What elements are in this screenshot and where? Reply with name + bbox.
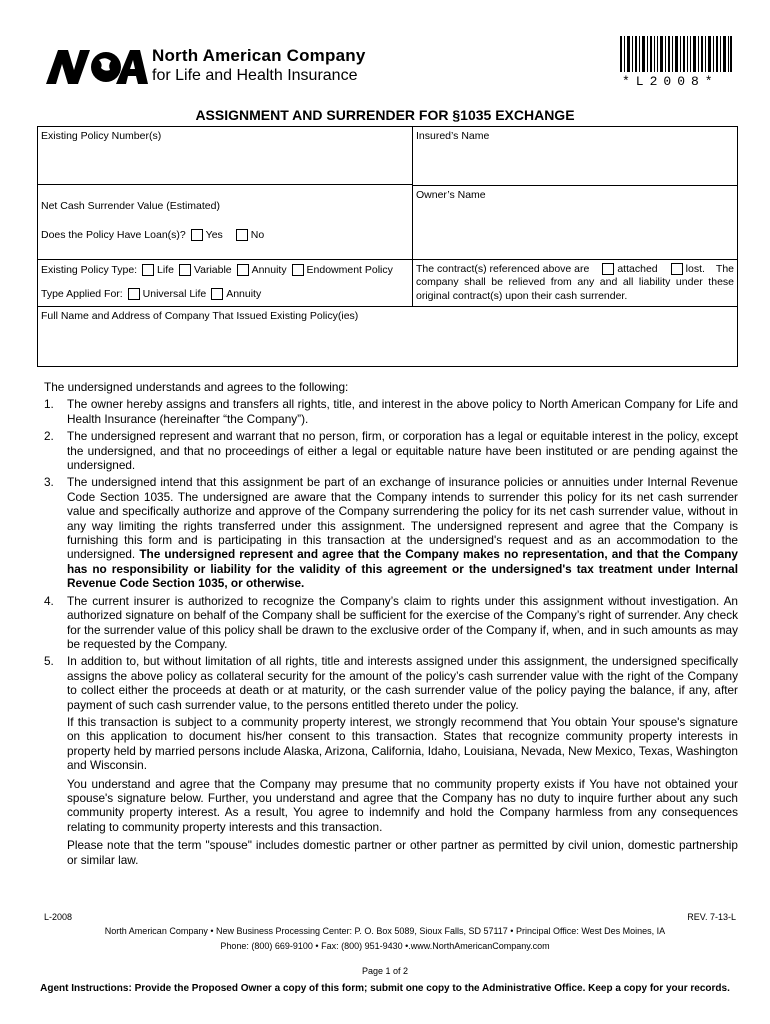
item-4-text: The current insurer is authorized to recognize the Company’s claim to rights under this assignment without investigation. An authorized signature on behalf of the Company shall be sufficient for the exercise of the Company’s right of surrender. Any check for the surrender value of this policy shall be drawn to the exclusive order of the Company if, when, and in such amounts as may be requested by the Company. — [67, 593, 738, 651]
type-life-label: Life — [157, 263, 174, 276]
spouse-definition-paragraph: Please note that the term "spouse" includes domestic partner or other partner as permitted by civil union, domestic partnership or similar law. — [67, 838, 738, 867]
page-number: Page 1 of 2 — [361, 966, 409, 976]
footer-contact: Phone: (800) 669-9100 • Fax: (800) 951-9430 •.www.NorthAmericanCompany.com — [220, 941, 550, 951]
loans-question: Does the Policy Have Loan(s)? — [41, 229, 186, 241]
type-variable-checkbox[interactable] — [179, 264, 191, 276]
type-applied-label: Type Applied For: — [41, 287, 123, 300]
company-subtitle: for Life and Health Insurance — [152, 67, 358, 84]
agreement-item-3: 3. The undersigned intend that this assignment be part of an exchange of insurance policies or annuities under Internal Revenue Code Section 1035. The undersigned are aware that the Company intends to surrender this policy for its net cash surrender value and specifically authorize and approve of the Company surrendering the policy for its net cash surrender value, without in any way limiting the rights transferred under this assignment. The undersigned represent and agree that the Company is furnishing this form and is participating in this transaction at the undersigned's request and as an accommodation to the undersigned. The undersigned represent and agree that the Company makes no representation, and that the Company has no responsibility or liability for the validity of this agreement or the undersigned's tax treatment under Internal Revenue Code Section 1035, or otherwise. — [44, 475, 738, 591]
barcode — [620, 36, 732, 72]
applied-universal-life-checkbox[interactable] — [128, 288, 140, 300]
contracts-text-1: The contract(s) referenced above are — [416, 262, 590, 275]
type-annuity-checkbox[interactable] — [237, 264, 249, 276]
footer-address: North American Company • New Business Processing Center: P. O. Box 5089, Sioux Falls, SD 57117 • Principal Office: West Des Moines, IA — [104, 926, 666, 936]
form-id: L-2008 — [44, 912, 73, 922]
form-title: ASSIGNMENT AND SURRENDER FOR §1035 EXCHANGE — [195, 107, 575, 123]
existing-policy-numbers-label: Existing Policy Number(s) — [41, 130, 162, 142]
agreement-item-4: 4. The current insurer is authorized to recognize the Company’s claim to rights under this assignment without investigation. An authorized signature on behalf of the Company shall be sufficient for the exercise of the Company’s right of surrender. Any check for the surrender value of this policy shall be drawn to the exclusive order of the Company if, when, and in such amounts as may be requested by the Company. — [44, 593, 738, 651]
loans-yes-label: Yes — [205, 229, 223, 241]
agreement-item-5: 5. In addition to, but without limitation of all rights, title and interests assigned under this assignment, the undersigned specifically assigns the above policy as collateral security for the amount of the policy’s cash surrender value with the right of the Company to collect either the proceeds at death or at maturity, or the cash surrender value of the policy paying the balance, if any, after payment of such cash surrender value, to the persons entitled thereto under the policy. — [44, 654, 738, 712]
type-life-checkbox[interactable] — [142, 264, 154, 276]
community-property-paragraph: If this transaction is subject to a community property interest, we strongly recommend that You obtain Your spouse's signature on this application to document his/her consent to this transaction. States that recognize community property interests in property held by married persons include Alaska, Arizona, California, Idaho, Louisiana, Nevada, New Mexico, Texas, Washington and Wisconsin. — [67, 714, 738, 773]
item-5-text: In addition to, but without limitation of all rights, title and interests assigned under this assignment, the undersigned specifically assigns the above policy as collateral security for the amount of the policy’s cash surrender value with the right of the Company to collect either the proceeds at death or at maturity, or the cash surrender value of the policy paying the balance, if any, after payment of such cash surrender value, to the persons entitled thereto under the policy. — [67, 654, 738, 712]
item-1-text: The owner hereby assigns and transfers all rights, title, and interest in the above policy to North American Company for Life and Health Insurance (hereinafter “the Company”). — [67, 397, 738, 426]
net-cash-loans-cell — [38, 185, 413, 259]
agreement-body — [44, 380, 738, 871]
item-3-text: The undersigned intend that this assignment be part of an exchange of insurance policies or annuities under Internal Revenue Code Section 1035. The undersigned are aware that the Company intends to surrender this policy for its net cash surrender value and specifically authorize and approve of the Company surrendering the policy for its net cash surrender value, without in any way limiting the rights transferred under this assignment. The undersigned represent and agree that the Company is furnishing this form and is participating in this transaction at the undersigned's request and as an accommodation to the undersigned. — [67, 475, 738, 562]
contracts-attached-checkbox[interactable] — [602, 263, 614, 275]
contracts-lost-label: lost. — [685, 262, 705, 275]
company-name: North American Company — [152, 46, 366, 65]
loans-no-label: No — [250, 229, 265, 241]
company-logo — [44, 48, 150, 86]
applied-annuity-label: Annuity — [226, 287, 262, 300]
policy-type-label: Existing Policy Type: — [41, 263, 138, 276]
owner-name-label: Owner’s Name — [416, 188, 486, 201]
loans-no-checkbox[interactable] — [236, 229, 248, 241]
loans-yes-checkbox[interactable] — [191, 229, 203, 241]
agreement-intro: The undersigned understands and agrees to the following: — [44, 380, 349, 394]
item-3-bold-text: The undersigned represent and agree that the Company makes no representation, and that the Company has no responsibility or liability for the validity of this agreement or the undersigned's tax treatment under Internal Revenue Code Section 1035, or otherwise. — [67, 547, 738, 591]
type-variable-label: Variable — [193, 263, 232, 276]
item-2-text: The undersigned represent and warrant that no person, firm, or corporation has a legal or equitable interest in the policy, except the undersigned, and that no proceedings of either a legal or equitable nature have been instituted or are pending against the undersigned. — [67, 429, 738, 473]
applied-universal-life-label: Universal Life — [142, 287, 207, 300]
presume-paragraph: You understand and agree that the Company may presume that no community property exists if You have not obtained your spouse's signature below. Further, you understand and agree that the Company has no duty to inquire further about any such community property interest. As a result, You agree to indemnify and hold the Company harmless from any consequences relating to community property interests and this transaction. — [67, 776, 738, 834]
agreement-item-2: 2. The undersigned represent and warrant that no person, firm, or corporation has a legal or equitable interest in the policy, except the undersigned, and that no proceedings of either a legal or equitable nature have been instituted or are pending against the undersigned. — [44, 429, 738, 473]
issuing-company-field[interactable] — [38, 307, 738, 367]
issuing-company-label: Full Name and Address of Company That Issued Existing Policy(ies) — [41, 310, 359, 322]
applied-annuity-checkbox[interactable] — [211, 288, 223, 300]
agent-instructions: Agent Instructions: Provide the Proposed Owner a copy of this form; submit one copy to the Administrative Office. Keep a copy for your records. — [40, 983, 730, 994]
contracts-status-cell — [413, 259, 738, 307]
policy-info-grid — [37, 126, 738, 367]
type-endowment-label: Endowment Policy — [306, 263, 393, 276]
net-cash-value-label: Net Cash Surrender Value (Estimated) — [41, 200, 220, 212]
contracts-text-2: company shall be relieved from any and all liability under these original contract(s) upon their cash surrender. — [416, 276, 734, 302]
contracts-attached-label: attached — [617, 262, 658, 275]
agreement-item-1: 1. The owner hereby assigns and transfers all rights, title, and interest in the above policy to North American Company for Life and Health Insurance (hereinafter “the Company”). — [44, 397, 738, 426]
contracts-the: The — [715, 262, 734, 275]
revision: REV. 7-13-L — [687, 912, 736, 922]
insured-name-field[interactable] — [413, 127, 738, 186]
contracts-lost-checkbox[interactable] — [671, 263, 683, 275]
type-annuity-label: Annuity — [251, 263, 287, 276]
barcode-text: *L2008* — [622, 74, 719, 89]
policy-type-cell — [38, 259, 413, 307]
owner-name-field[interactable] — [413, 185, 738, 259]
insured-name-label: Insured’s Name — [416, 130, 490, 142]
existing-policy-numbers-field[interactable] — [38, 127, 413, 185]
type-endowment-checkbox[interactable] — [292, 264, 304, 276]
